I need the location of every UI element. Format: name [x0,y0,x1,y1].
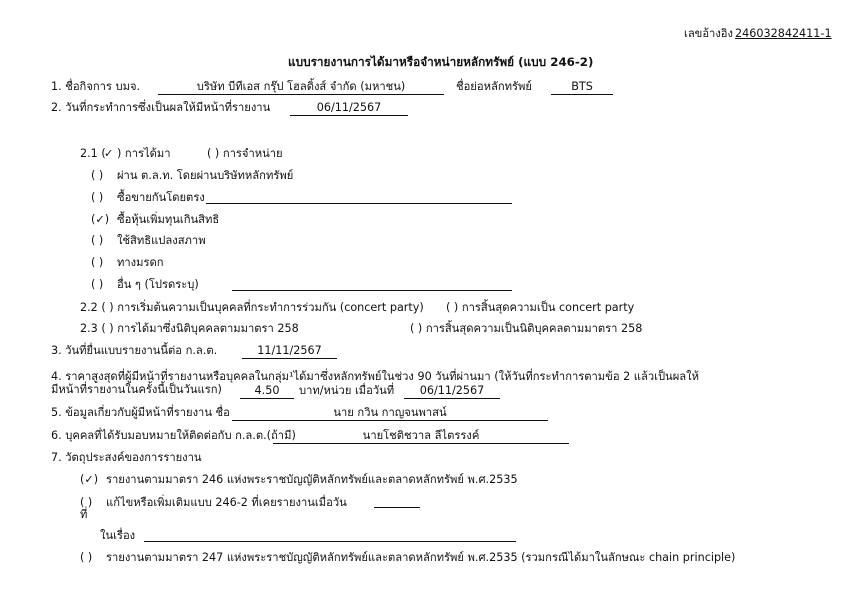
option-mark: ( ) [91,191,104,204]
purpose-mark: ( ) [80,551,93,564]
option-other: อื่น ๆ (โปรดระบุ) [117,278,199,291]
purpose-section-247: รายงานตามมาตรา 247 แห่งพระราชบัญญัติหลักทรัพย์และตลาดหลักทรัพย์ พ.ศ.2535 (รวมกรณีได้มาในลักษณะ chain principle) [106,551,736,564]
item23-end-258: ( ) การสิ้นสุดความเป็นนิติบุคคลตามมาตรา 258 [410,322,643,335]
option-capital-increase: ซื้อหุ้นเพิ่มทุนเกินสิทธิ [117,213,220,226]
option-mark: ( ) [91,278,104,291]
reference-number: 246032842411-1 [735,27,832,40]
amend-date-line [374,507,420,508]
item22-concert-start: 2.2 ( ) การเริ่มต้นความเป็นบุคคลที่กระทำการร่วมกัน (concert party) [80,301,424,314]
price-unit-label: บาท/หน่วย เมื่อวันที่ [299,384,395,397]
highest-price-value: 4.50 [240,384,294,399]
company-name-value: บริษัท บีทีเอส กรุ๊ป โฮลดิ้งส์ จำกัด (มหาชน) [158,80,444,95]
option-direct-trade: ซื้อขายกันโดยตรง [117,191,205,204]
item7-label: 7. วัตถุประสงค์ของการรายงาน [51,451,202,464]
purpose-amend: แก้ไขหรือเพิ่มเติมแบบ 246-2 ที่เคยรายงานเมื่อวัน [106,496,347,509]
item6-label: 6. บุคคลที่ได้รับมอบหมายให้ติดต่อกับ ก.ล.ต.(ถ้ามี) [51,429,296,442]
purpose-section-246: รายงานตามมาตรา 246 แห่งพระราชบัญญัติหลักทรัพย์และตลาดหลักทรัพย์ พ.ศ.2535 [106,473,518,486]
reporter-name-value: นาย กวิน กาญจนพาสน์ [232,406,548,421]
filing-date-value: 11/11/2567 [242,344,337,359]
other-specify-line [232,290,512,291]
option-inheritance: ทางมรดก [117,256,164,269]
security-abbr-label: ชื่อย่อหลักทรัพย์ [456,80,532,93]
subject-line [144,541,516,542]
form-title: แบบรายงานการได้มาหรือจำหน่ายหลักทรัพย์ (แบบ 246-2) [288,55,594,69]
purpose-mark: ( ) [80,496,93,509]
highest-price-date: 06/11/2567 [404,384,500,399]
purpose-amend-wrap: ที่ [80,508,88,521]
item4-line2: มีหน้าที่รายงานในครั้งนี้เป็นวันแรก) [51,383,222,396]
option-mark-checked: (✓) [91,213,110,226]
option-mark: ( ) [91,256,104,269]
option-mark: ( ) [91,234,104,247]
dispose-label: ( ) การจำหน่าย [207,147,283,160]
option-set-exchange: ผ่าน ต.ล.ท. โดยผ่านบริษัทหลักทรัพย์ [117,169,294,182]
reference-label: เลขอ้างอิง [684,27,733,40]
purpose-mark-checked: (✓) [80,473,99,486]
acquire-check: ✓ [104,147,114,160]
security-abbr-value: BTS [551,80,613,95]
item23-acquire-258: 2.3 ( ) การได้มาซึ่งนิติบุคคลตามมาตรา 258 [80,322,299,335]
option-conversion: ใช้สิทธิแปลงสภาพ [117,234,206,247]
item4-line1: 4. ราคาสูงสุดที่ผู้มีหน้าที่รายงานหรือบุคคลในกลุ่ม¹ได้มาซึ่งหลักทรัพย์ในช่วง 90 วันที่ผ่านมา (ให้วันที่กระทำการตามข้อ 2 แล้วเป็นผลให้ [51,370,699,383]
acquire-label: ) การได้มา [117,147,171,160]
item5-label: 5. ข้อมูลเกี่ยวกับผู้มีหน้าที่รายงาน ชื่อ [51,406,230,419]
subject-label: ในเรื่อง [100,529,136,542]
item3-label: 3. วันที่ยื่นแบบรายงานนี้ต่อ ก.ล.ต. [51,344,218,357]
item2-label: 2. วันที่กระทำการซึ่งเป็นผลให้มีหน้าที่รายงาน [51,101,271,114]
transaction-date-value: 06/11/2567 [290,101,408,116]
item22-concert-end: ( ) การสิ้นสุดความเป็น concert party [446,301,635,314]
option-mark: ( ) [91,169,104,182]
item1-label: 1. ชื่อกิจการ บมจ. [51,80,141,93]
item21-prefix: 2.1 ( [80,147,106,160]
contact-person-value: นายโชติชวาล ลีไตรรงค์ [273,429,569,444]
direct-trade-line [206,203,512,204]
